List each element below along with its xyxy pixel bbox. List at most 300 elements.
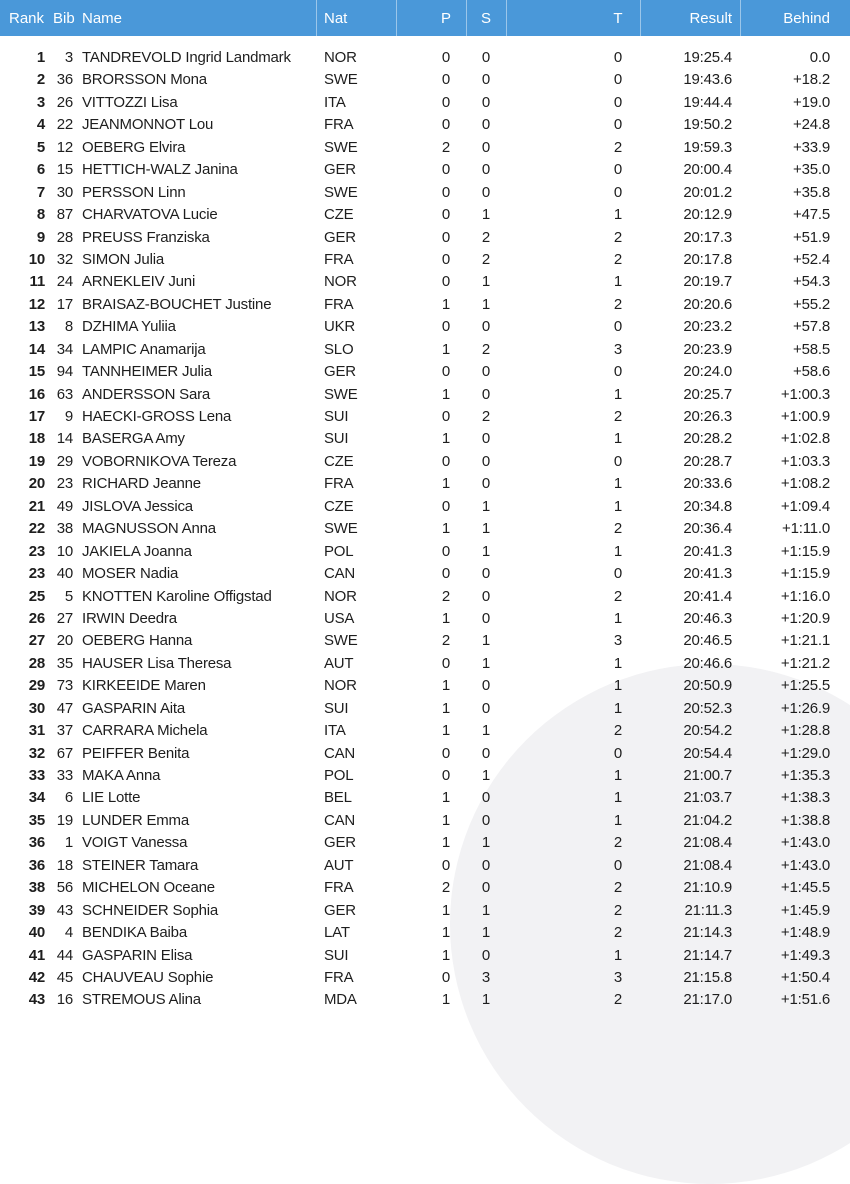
bib-cell: 23 bbox=[56, 475, 73, 493]
table-header bbox=[0, 0, 850, 36]
prone-penalties-cell: 0 bbox=[441, 250, 451, 268]
total-penalties-cell: 1 bbox=[613, 946, 623, 964]
prone-penalties-cell: 2 bbox=[441, 587, 451, 605]
nation-cell: SWE bbox=[324, 138, 358, 156]
standing-penalties-cell: 1 bbox=[481, 295, 491, 313]
table-row[interactable] bbox=[0, 698, 850, 720]
rank-cell: 22 bbox=[28, 520, 45, 538]
table-row[interactable] bbox=[0, 339, 850, 361]
time-behind-cell: +1:21.1 bbox=[780, 632, 830, 650]
nation-cell: NOR bbox=[324, 273, 357, 291]
table-row[interactable] bbox=[0, 137, 850, 159]
result-time-cell: 21:00.7 bbox=[683, 767, 732, 784]
result-time-cell: 21:15.8 bbox=[683, 968, 732, 986]
nation-cell: GER bbox=[324, 901, 356, 919]
bib-cell: 37 bbox=[56, 722, 73, 740]
athlete-name-cell: VITTOZZI Lisa bbox=[82, 93, 178, 111]
standing-penalties-cell: 0 bbox=[481, 879, 491, 897]
rank-cell: 1 bbox=[36, 49, 45, 66]
total-penalties-cell: 2 bbox=[613, 520, 623, 538]
total-penalties-cell: 0 bbox=[613, 116, 623, 134]
athlete-name-cell: MAGNUSSON Anna bbox=[82, 520, 216, 538]
standing-penalties-cell: 2 bbox=[481, 340, 491, 358]
bib-cell: 10 bbox=[56, 542, 73, 560]
result-time-cell: 19:44.4 bbox=[683, 93, 732, 111]
standing-penalties-cell: 0 bbox=[481, 789, 491, 807]
athlete-name-cell: ARNEKLEIV Juni bbox=[82, 273, 196, 291]
standing-penalties-cell: 1 bbox=[481, 542, 491, 560]
standing-penalties-cell: 1 bbox=[481, 632, 491, 650]
standing-penalties-cell: 0 bbox=[481, 452, 491, 470]
bib-cell: 5 bbox=[64, 587, 73, 605]
standing-penalties-cell: 0 bbox=[481, 744, 491, 762]
header-total[interactable]: T bbox=[613, 10, 623, 27]
table-row[interactable] bbox=[0, 451, 850, 473]
table-row[interactable] bbox=[0, 922, 850, 944]
nation-cell: AUT bbox=[324, 654, 354, 672]
total-penalties-cell: 0 bbox=[613, 161, 623, 179]
prone-penalties-cell: 0 bbox=[441, 206, 451, 224]
standing-penalties-cell: 0 bbox=[481, 609, 491, 627]
results-rows bbox=[0, 47, 850, 1012]
athlete-name-cell: BRORSSON Mona bbox=[82, 71, 207, 89]
rank-cell: 17 bbox=[28, 408, 45, 425]
standing-penalties-cell: 3 bbox=[481, 968, 491, 986]
rank-cell: 11 bbox=[29, 273, 45, 291]
result-time-cell: 21:04.2 bbox=[683, 811, 732, 829]
bib-cell: 44 bbox=[56, 946, 73, 964]
prone-penalties-cell: 0 bbox=[441, 161, 451, 179]
table-row[interactable] bbox=[0, 182, 850, 204]
rank-cell: 20 bbox=[28, 475, 45, 493]
table-row[interactable] bbox=[0, 765, 850, 787]
prone-penalties-cell: 0 bbox=[441, 654, 451, 672]
time-behind-cell: +1:51.6 bbox=[780, 991, 830, 1009]
bib-cell: 27 bbox=[56, 609, 73, 627]
table-row[interactable] bbox=[0, 608, 850, 630]
standing-penalties-cell: 1 bbox=[481, 722, 491, 740]
rank-cell: 16 bbox=[28, 385, 45, 403]
time-behind-cell: +1:11.0 bbox=[782, 520, 830, 538]
time-behind-cell: +33.9 bbox=[793, 138, 830, 156]
bib-cell: 33 bbox=[56, 767, 73, 784]
nation-cell: SUI bbox=[324, 408, 349, 425]
rank-cell: 40 bbox=[28, 924, 45, 942]
athlete-name-cell: STEINER Tamara bbox=[82, 856, 199, 874]
result-time-cell: 21:10.9 bbox=[683, 879, 732, 897]
nation-cell: CZE bbox=[324, 206, 354, 224]
prone-penalties-cell: 1 bbox=[441, 834, 451, 852]
result-time-cell: 20:33.6 bbox=[683, 475, 732, 493]
total-penalties-cell: 1 bbox=[613, 497, 623, 515]
table-row[interactable] bbox=[0, 294, 850, 316]
time-behind-cell: +1:29.0 bbox=[780, 744, 830, 762]
total-penalties-cell: 0 bbox=[613, 856, 623, 874]
total-penalties-cell: 0 bbox=[613, 49, 623, 66]
bib-cell: 38 bbox=[56, 520, 73, 538]
table-row[interactable] bbox=[0, 316, 850, 338]
time-behind-cell: +1:43.0 bbox=[780, 856, 830, 874]
table-row[interactable] bbox=[0, 271, 850, 293]
table-row[interactable] bbox=[0, 810, 850, 832]
table-row[interactable] bbox=[0, 832, 850, 854]
total-penalties-cell: 0 bbox=[613, 71, 623, 89]
table-row[interactable] bbox=[0, 227, 850, 249]
athlete-name-cell: BASERGA Amy bbox=[82, 430, 185, 448]
standing-penalties-cell: 0 bbox=[481, 71, 491, 89]
nation-cell: NOR bbox=[324, 49, 357, 66]
prone-penalties-cell: 1 bbox=[441, 430, 451, 448]
standing-penalties-cell: 0 bbox=[481, 49, 491, 66]
total-penalties-cell: 1 bbox=[613, 542, 623, 560]
nation-cell: UKR bbox=[324, 318, 356, 336]
time-behind-cell: +1:38.3 bbox=[780, 789, 830, 807]
prone-penalties-cell: 1 bbox=[441, 520, 451, 538]
standing-penalties-cell: 0 bbox=[481, 475, 491, 493]
header-divider bbox=[396, 0, 397, 36]
header-bib[interactable]: Bib bbox=[53, 10, 75, 27]
result-time-cell: 20:26.3 bbox=[683, 408, 732, 425]
total-penalties-cell: 1 bbox=[613, 677, 623, 695]
standing-penalties-cell: 1 bbox=[481, 991, 491, 1009]
rank-cell: 27 bbox=[28, 632, 45, 650]
rank-cell: 33 bbox=[28, 767, 45, 784]
header-prone[interactable]: P bbox=[440, 10, 451, 27]
table-row[interactable] bbox=[0, 900, 850, 922]
athlete-name-cell: LIE Lotte bbox=[82, 789, 141, 807]
athlete-name-cell: KNOTTEN Karoline Offigstad bbox=[82, 587, 272, 605]
standing-penalties-cell: 2 bbox=[481, 250, 491, 268]
table-row[interactable] bbox=[0, 855, 850, 877]
table-row[interactable] bbox=[0, 563, 850, 585]
prone-penalties-cell: 1 bbox=[441, 475, 451, 493]
rank-cell: 12 bbox=[28, 295, 45, 313]
rank-cell: 7 bbox=[36, 183, 45, 201]
nation-cell: GER bbox=[324, 228, 356, 246]
time-behind-cell: +1:00.3 bbox=[780, 385, 830, 403]
standing-penalties-cell: 0 bbox=[481, 183, 491, 201]
rank-cell: 5 bbox=[36, 138, 45, 156]
bib-cell: 4 bbox=[64, 924, 73, 942]
header-standing[interactable]: S bbox=[480, 10, 491, 27]
result-time-cell: 20:12.9 bbox=[683, 206, 732, 224]
bib-cell: 28 bbox=[56, 228, 73, 246]
rank-cell: 13 bbox=[28, 318, 45, 336]
header-divider bbox=[740, 0, 741, 36]
time-behind-cell: +19.0 bbox=[793, 93, 830, 111]
bib-cell: 43 bbox=[56, 901, 73, 919]
time-behind-cell: +1:38.8 bbox=[780, 811, 830, 829]
nation-cell: FRA bbox=[324, 968, 354, 986]
total-penalties-cell: 0 bbox=[613, 318, 623, 336]
rank-cell: 3 bbox=[36, 93, 45, 111]
time-behind-cell: +1:00.9 bbox=[780, 408, 830, 425]
rank-cell: 36 bbox=[28, 834, 45, 852]
rank-cell: 25 bbox=[28, 587, 45, 605]
table-row[interactable] bbox=[0, 47, 850, 69]
rank-cell: 8 bbox=[36, 206, 45, 224]
table-row[interactable] bbox=[0, 675, 850, 697]
athlete-name-cell: VOIGT Vanessa bbox=[82, 834, 188, 852]
time-behind-cell: +1:03.3 bbox=[780, 452, 830, 470]
table-row[interactable] bbox=[0, 743, 850, 765]
standing-penalties-cell: 0 bbox=[481, 946, 491, 964]
bib-cell: 47 bbox=[56, 699, 73, 717]
athlete-name-cell: HAECKI-GROSS Lena bbox=[82, 408, 232, 425]
table-row[interactable] bbox=[0, 204, 850, 226]
standing-penalties-cell: 0 bbox=[481, 587, 491, 605]
nation-cell: NOR bbox=[324, 677, 357, 695]
table-row[interactable] bbox=[0, 114, 850, 136]
rank-cell: 31 bbox=[28, 722, 45, 740]
nation-cell: USA bbox=[324, 609, 355, 627]
nation-cell: FRA bbox=[324, 475, 354, 493]
result-time-cell: 21:14.3 bbox=[683, 924, 732, 942]
bib-cell: 34 bbox=[56, 340, 73, 358]
total-penalties-cell: 0 bbox=[613, 363, 623, 381]
table-row[interactable] bbox=[0, 69, 850, 91]
time-behind-cell: +1:26.9 bbox=[780, 699, 830, 717]
athlete-name-cell: LAMPIC Anamarija bbox=[82, 340, 206, 358]
header-name[interactable]: Name bbox=[82, 10, 123, 27]
total-penalties-cell: 3 bbox=[613, 968, 623, 986]
rank-cell: 35 bbox=[28, 811, 45, 829]
total-penalties-cell: 1 bbox=[613, 789, 623, 807]
time-behind-cell: +1:45.5 bbox=[780, 879, 830, 897]
total-penalties-cell: 1 bbox=[613, 609, 623, 627]
total-penalties-cell: 0 bbox=[613, 744, 623, 762]
header-nat[interactable]: Nat bbox=[324, 10, 348, 27]
total-penalties-cell: 2 bbox=[613, 228, 623, 246]
result-time-cell: 19:25.4 bbox=[683, 49, 732, 66]
table-row[interactable] bbox=[0, 945, 850, 967]
prone-penalties-cell: 1 bbox=[441, 924, 451, 942]
bib-cell: 30 bbox=[56, 183, 73, 201]
bib-cell: 22 bbox=[56, 116, 73, 134]
time-behind-cell: +1:45.9 bbox=[780, 901, 830, 919]
athlete-name-cell: GASPARIN Elisa bbox=[82, 946, 193, 964]
nation-cell: FRA bbox=[324, 295, 354, 313]
time-behind-cell: +1:49.3 bbox=[780, 946, 830, 964]
nation-cell: GER bbox=[324, 834, 356, 852]
header-divider bbox=[640, 0, 641, 36]
table-row[interactable] bbox=[0, 428, 850, 450]
table-row[interactable] bbox=[0, 586, 850, 608]
standing-penalties-cell: 0 bbox=[481, 677, 491, 695]
rank-cell: 28 bbox=[28, 654, 45, 672]
result-time-cell: 20:28.2 bbox=[683, 430, 732, 448]
rank-cell: 15 bbox=[28, 363, 45, 381]
result-time-cell: 20:23.2 bbox=[683, 318, 732, 336]
athlete-name-cell: OEBERG Hanna bbox=[82, 632, 193, 650]
result-time-cell: 20:41.3 bbox=[683, 542, 732, 560]
total-penalties-cell: 2 bbox=[613, 295, 623, 313]
rank-cell: 9 bbox=[36, 228, 45, 246]
nation-cell: NOR bbox=[324, 587, 357, 605]
rank-cell: 36 bbox=[28, 856, 45, 874]
table-row[interactable] bbox=[0, 361, 850, 383]
total-penalties-cell: 0 bbox=[613, 565, 623, 583]
bib-cell: 6 bbox=[64, 789, 73, 807]
header-rank[interactable]: Rank bbox=[9, 10, 45, 27]
table-row[interactable] bbox=[0, 967, 850, 989]
athlete-name-cell: LUNDER Emma bbox=[82, 811, 189, 829]
total-penalties-cell: 2 bbox=[613, 408, 623, 425]
table-row[interactable] bbox=[0, 787, 850, 809]
bib-cell: 12 bbox=[56, 138, 73, 156]
athlete-name-cell: PEIFFER Benita bbox=[82, 744, 190, 762]
result-time-cell: 20:52.3 bbox=[683, 699, 732, 717]
header-divider bbox=[316, 0, 317, 36]
prone-penalties-cell: 0 bbox=[441, 71, 451, 89]
result-time-cell: 20:23.9 bbox=[683, 340, 732, 358]
time-behind-cell: +1:08.2 bbox=[780, 475, 830, 493]
rank-cell: 23 bbox=[28, 565, 45, 583]
time-behind-cell: +18.2 bbox=[793, 71, 830, 89]
total-penalties-cell: 1 bbox=[613, 206, 623, 224]
prone-penalties-cell: 0 bbox=[441, 49, 451, 66]
header-result[interactable]: Result bbox=[689, 10, 732, 27]
time-behind-cell: +57.8 bbox=[793, 318, 830, 336]
rank-cell: 41 bbox=[28, 946, 45, 964]
table-row[interactable] bbox=[0, 720, 850, 742]
nation-cell: CZE bbox=[324, 497, 354, 515]
rank-cell: 18 bbox=[28, 430, 45, 448]
result-time-cell: 20:36.4 bbox=[683, 520, 732, 538]
athlete-name-cell: JAKIELA Joanna bbox=[82, 542, 192, 560]
prone-penalties-cell: 0 bbox=[441, 542, 451, 560]
athlete-name-cell: STREMOUS Alina bbox=[82, 991, 201, 1009]
time-behind-cell: +1:09.4 bbox=[780, 497, 830, 515]
prone-penalties-cell: 0 bbox=[441, 273, 451, 291]
table-row[interactable] bbox=[0, 518, 850, 540]
table-row[interactable] bbox=[0, 653, 850, 675]
prone-penalties-cell: 2 bbox=[441, 138, 451, 156]
prone-penalties-cell: 1 bbox=[441, 609, 451, 627]
time-behind-cell: +1:20.9 bbox=[780, 609, 830, 627]
athlete-name-cell: PERSSON Linn bbox=[82, 183, 186, 201]
nation-cell: ITA bbox=[324, 722, 346, 740]
bib-cell: 67 bbox=[56, 744, 73, 762]
result-time-cell: 21:14.7 bbox=[683, 946, 732, 964]
rank-cell: 34 bbox=[28, 789, 45, 807]
athlete-name-cell: CHARVATOVA Lucie bbox=[82, 206, 218, 224]
athlete-name-cell: VOBORNIKOVA Tereza bbox=[82, 452, 237, 470]
table-row[interactable] bbox=[0, 384, 850, 406]
result-time-cell: 21:08.4 bbox=[683, 856, 732, 874]
nation-cell: POL bbox=[324, 542, 354, 560]
prone-penalties-cell: 1 bbox=[441, 295, 451, 313]
time-behind-cell: +1:35.3 bbox=[780, 767, 830, 784]
table-row[interactable] bbox=[0, 496, 850, 518]
bib-cell: 8 bbox=[64, 318, 73, 336]
table-row[interactable] bbox=[0, 541, 850, 563]
total-penalties-cell: 2 bbox=[613, 250, 623, 268]
nation-cell: GER bbox=[324, 363, 356, 381]
table-row[interactable] bbox=[0, 159, 850, 181]
standing-penalties-cell: 1 bbox=[481, 654, 491, 672]
prone-penalties-cell: 0 bbox=[441, 318, 451, 336]
nation-cell: MDA bbox=[324, 991, 357, 1009]
result-time-cell: 20:54.4 bbox=[683, 744, 732, 762]
result-time-cell: 19:43.6 bbox=[683, 71, 732, 89]
bib-cell: 14 bbox=[56, 430, 73, 448]
result-time-cell: 20:46.3 bbox=[683, 609, 732, 627]
nation-cell: SWE bbox=[324, 183, 358, 201]
time-behind-cell: +1:43.0 bbox=[780, 834, 830, 852]
standing-penalties-cell: 1 bbox=[481, 206, 491, 224]
table-row[interactable] bbox=[0, 877, 850, 899]
nation-cell: SWE bbox=[324, 632, 358, 650]
rank-cell: 32 bbox=[28, 744, 45, 762]
nation-cell: BEL bbox=[324, 789, 352, 807]
rank-cell: 19 bbox=[28, 452, 45, 470]
nation-cell: SLO bbox=[324, 340, 354, 358]
total-penalties-cell: 2 bbox=[613, 587, 623, 605]
total-penalties-cell: 2 bbox=[613, 901, 623, 919]
result-time-cell: 21:03.7 bbox=[683, 789, 732, 807]
bib-cell: 40 bbox=[56, 565, 73, 583]
prone-penalties-cell: 0 bbox=[441, 116, 451, 134]
nation-cell: POL bbox=[324, 767, 354, 784]
total-penalties-cell: 2 bbox=[613, 722, 623, 740]
table-row[interactable] bbox=[0, 630, 850, 652]
table-row[interactable] bbox=[0, 406, 850, 428]
time-behind-cell: +58.6 bbox=[793, 363, 830, 381]
standing-penalties-cell: 1 bbox=[481, 901, 491, 919]
standing-penalties-cell: 0 bbox=[481, 385, 491, 403]
table-row[interactable] bbox=[0, 92, 850, 114]
athlete-name-cell: TANDREVOLD Ingrid Landmark bbox=[82, 49, 291, 66]
result-time-cell: 20:46.5 bbox=[683, 632, 732, 650]
nation-cell: ITA bbox=[324, 93, 346, 111]
table-row[interactable] bbox=[0, 473, 850, 495]
nation-cell: CZE bbox=[324, 452, 354, 470]
prone-penalties-cell: 1 bbox=[441, 811, 451, 829]
bib-cell: 24 bbox=[56, 273, 73, 291]
total-penalties-cell: 1 bbox=[613, 654, 623, 672]
nation-cell: FRA bbox=[324, 116, 354, 134]
prone-penalties-cell: 0 bbox=[441, 497, 451, 515]
athlete-name-cell: CARRARA Michela bbox=[82, 722, 208, 740]
time-behind-cell: +35.8 bbox=[793, 183, 830, 201]
table-row[interactable] bbox=[0, 249, 850, 271]
nation-cell: SWE bbox=[324, 520, 358, 538]
standing-penalties-cell: 1 bbox=[481, 834, 491, 852]
rank-cell: 29 bbox=[28, 677, 45, 695]
standing-penalties-cell: 1 bbox=[481, 924, 491, 942]
standing-penalties-cell: 1 bbox=[481, 520, 491, 538]
nation-cell: LAT bbox=[324, 924, 350, 942]
rank-cell: 6 bbox=[36, 161, 45, 179]
total-penalties-cell: 3 bbox=[613, 632, 623, 650]
athlete-name-cell: HAUSER Lisa Theresa bbox=[82, 654, 232, 672]
rank-cell: 23 bbox=[28, 542, 45, 560]
time-behind-cell: +1:28.8 bbox=[780, 722, 830, 740]
total-penalties-cell: 2 bbox=[613, 138, 623, 156]
rank-cell: 10 bbox=[28, 250, 45, 268]
prone-penalties-cell: 0 bbox=[441, 968, 451, 986]
rank-cell: 14 bbox=[28, 340, 45, 358]
table-row[interactable] bbox=[0, 989, 850, 1011]
rank-cell: 26 bbox=[28, 609, 45, 627]
result-time-cell: 21:11.3 bbox=[684, 901, 732, 919]
header-behind[interactable]: Behind bbox=[783, 10, 830, 27]
result-time-cell: 21:17.0 bbox=[683, 991, 732, 1009]
athlete-name-cell: IRWIN Deedra bbox=[82, 609, 177, 627]
prone-penalties-cell: 1 bbox=[441, 722, 451, 740]
athlete-name-cell: CHAUVEAU Sophie bbox=[82, 968, 214, 986]
